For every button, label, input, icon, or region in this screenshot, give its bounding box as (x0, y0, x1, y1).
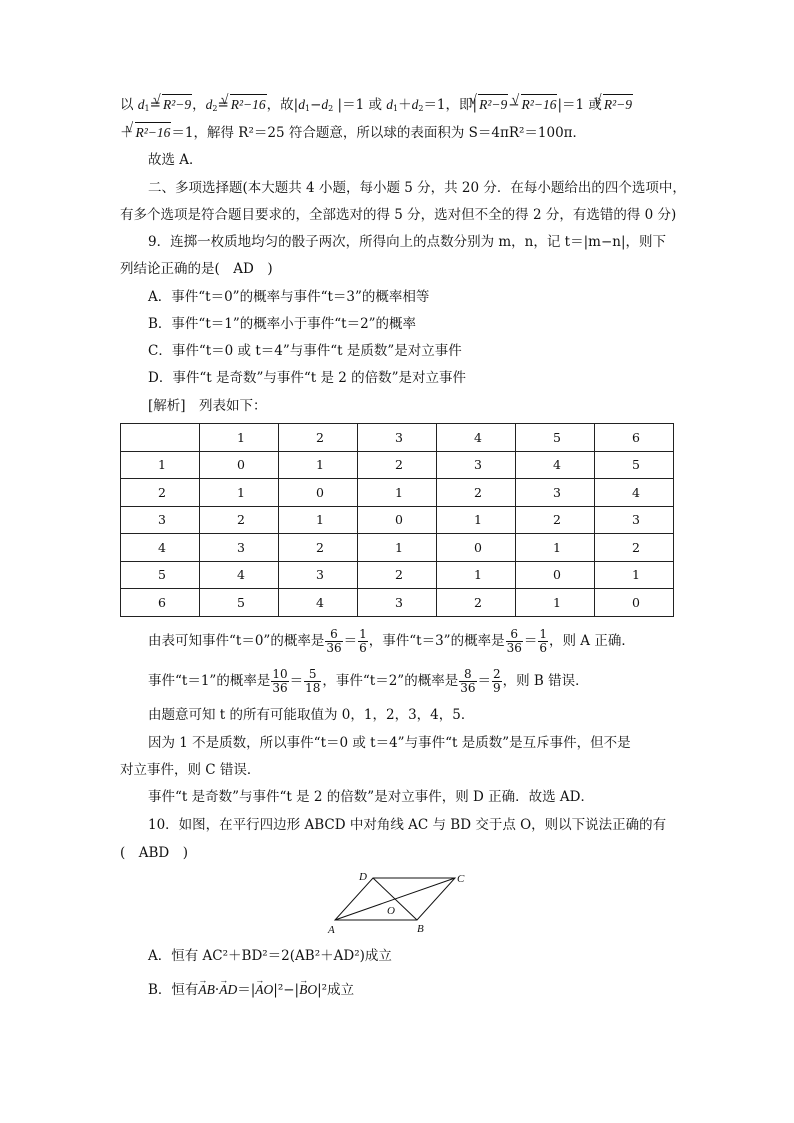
table-cell: 1 (516, 589, 595, 617)
q10-stem-cont: ( ABD ) (120, 845, 189, 861)
q9-stem-cont: 列结论正确的是( AD ) (120, 261, 273, 277)
table-cell: 1 (279, 451, 358, 479)
text: ＝ (289, 673, 304, 689)
text: d (137, 97, 145, 112)
table-row (121, 479, 674, 507)
table-cell (121, 424, 200, 452)
q9-stem: 9．连掷一枚质地均匀的骰子两次，所得向上的点数分别为 m，n，记 t＝|m−n|，则下 (148, 234, 666, 250)
text: ＝ (343, 633, 358, 649)
radical: √ R²−16 (135, 122, 172, 143)
q10-option-b (148, 980, 354, 1000)
table-cell: 5 (516, 424, 595, 452)
q9-solution-1 (148, 627, 635, 655)
table-cell: 1 (121, 451, 200, 479)
table-cell: 1 (437, 561, 516, 589)
intro-line-2 (120, 122, 586, 143)
table-cell: 3 (358, 424, 437, 452)
q9-solution-4: 因为 1 不是质数，所以事件“t＝0 或 t＝4”与事件“t 是质数”是互斥事件，但不是 (148, 735, 631, 751)
table-cell: 1 (516, 534, 595, 562)
table-cell: 3 (358, 589, 437, 617)
text: ＝ (523, 633, 538, 649)
text: |²−| (273, 982, 300, 998)
table-cell: 3 (121, 506, 200, 534)
table-cell: 3 (437, 451, 516, 479)
text: ，则 A 正确． (549, 633, 635, 649)
fraction: $\frac{2}{9}$ (493, 667, 501, 695)
text: 以 (120, 97, 138, 113)
text: ，事件“t＝2”的概率是 (322, 673, 459, 689)
table-cell: 2 (200, 506, 279, 534)
radical: √ R²−9 (603, 94, 633, 115)
q10-option-a: A．恒有 AC²＋BD²＝2(AB²＋AD²)成立 (148, 948, 392, 964)
q9-solution-5: 事件“t 是奇数”与事件“t 是 2 的倍数”是对立事件，则 D 正确．故选 AD． (148, 789, 594, 805)
vector: AO → (255, 980, 273, 1000)
table-cell: 4 (437, 424, 516, 452)
table-cell: 2 (279, 424, 358, 452)
fraction: $\frac{1}{6}$ (359, 627, 367, 655)
text: ＝1，解得 R²＝25 符合题意，所以球的表面积为 S＝4πR²＝100π． (171, 125, 587, 141)
q9-option-d: D．事件“t 是奇数”与事件“t 是 2 的倍数”是对立事件 (148, 370, 467, 386)
text: ，则 B 错误． (502, 673, 589, 689)
fraction: $\frac{6}{36}$ (326, 627, 342, 655)
table-row (121, 451, 674, 479)
vertex-label-c: C (457, 873, 465, 885)
table-cell: 2 (358, 451, 437, 479)
text: ＝ (477, 673, 491, 689)
table-cell: 4 (200, 561, 279, 589)
table-cell: 3 (200, 534, 279, 562)
fraction: $\frac{10}{36}$ (272, 667, 288, 695)
text: 由表可知事件“t＝0”的概率是 (148, 633, 325, 649)
table-cell: 1 (358, 479, 437, 507)
q9-solution-2 (148, 667, 589, 695)
text: d (205, 97, 213, 112)
text: − (508, 97, 520, 113)
table-cell: 2 (121, 479, 200, 507)
table-cell: 2 (595, 534, 674, 562)
table-cell: 1 (437, 506, 516, 534)
fraction: $\frac{1}{6}$ (539, 627, 547, 655)
table-cell: 5 (595, 451, 674, 479)
q9-solution-4-cont: 对立事件，则 C 错误． (120, 762, 261, 778)
q9-option-b: B．事件“t＝1”的概率小于事件“t＝2”的概率 (148, 316, 417, 332)
text: 事件“t＝1”的概率是 (148, 673, 271, 689)
radical: √ R²−9 (162, 94, 192, 115)
table-cell: 0 (279, 479, 358, 507)
table-cell: 0 (200, 451, 279, 479)
fraction: $\frac{8}{36}$ (460, 667, 476, 695)
table-cell: 4 (595, 479, 674, 507)
radical: √ R²−16 (521, 94, 558, 115)
section-title-cont: 有多个选项是符合题目要求的，全部选对的得 5 分，选对但不全的得 2 分，有选错的得 0 分) (120, 207, 677, 223)
text: ＝1，即| (423, 97, 478, 113)
table-header-row (121, 424, 674, 452)
text: = (217, 97, 229, 113)
text: |＝1 或 (557, 97, 602, 113)
difference-table (120, 423, 674, 617)
q10-stem: 10．如图，在平行四边形 ABCD 中对角线 AC 与 BD 交于点 O，则以下说法正确的有 (148, 817, 667, 833)
table-cell: 2 (279, 534, 358, 562)
vector: AD → (219, 980, 237, 1000)
table-row (121, 561, 674, 589)
table-cell: 6 (595, 424, 674, 452)
table-cell: 4 (121, 534, 200, 562)
text: |²成立 (317, 982, 355, 998)
q9-option-c: C．事件“t＝0 或 t＝4”与事件“t 是质数”是对立事件 (148, 343, 462, 359)
section-title: 二、多项选择题(本大题共 4 小题，每小题 5 分，共 20 分．在每小题给出的四个选项中， (148, 180, 686, 196)
text: · (214, 982, 220, 998)
table-row (121, 534, 674, 562)
text: ，事件“t＝3”的概率是 (368, 633, 505, 649)
fraction: $\frac{6}{36}$ (506, 627, 522, 655)
table-cell: 0 (437, 534, 516, 562)
table-row (121, 589, 674, 617)
radical: √ R²−9 (478, 94, 508, 115)
text: = (149, 97, 161, 113)
table-cell: 4 (279, 589, 358, 617)
table-cell: 2 (358, 561, 437, 589)
table-cell: 4 (516, 451, 595, 479)
table-cell: 5 (200, 589, 279, 617)
table-cell: 2 (437, 589, 516, 617)
table-cell: 3 (279, 561, 358, 589)
text: |＝1 或 (333, 97, 387, 113)
vertex-label-b: B (417, 923, 424, 935)
table-cell: 0 (595, 589, 674, 617)
intro-line-1: 以 $d_1=√$ R²−9，$d_2=√$ R²−16，故$|d_1-d_2$ |＝1 或 $d_1+d_2=1$，即|√ R²−9−√ R²−16|＝1 或√ R²−9 (120, 94, 633, 119)
text: ＝| (237, 982, 256, 998)
vertex-label-d: D (359, 871, 367, 883)
q9-analysis-label: [解析] 列表如下： (148, 398, 267, 414)
table-cell: 2 (516, 506, 595, 534)
text: ，故| (266, 97, 299, 113)
table-cell: 1 (279, 506, 358, 534)
table-cell: 6 (121, 589, 200, 617)
point-label-o: O (387, 905, 395, 917)
fraction: $\frac{5}{18}$ (305, 667, 321, 695)
table-cell: 1 (595, 561, 674, 589)
vector: BO → (299, 980, 317, 1000)
parallelogram-figure (325, 866, 475, 938)
table-cell: 1 (200, 424, 279, 452)
table-cell: 3 (595, 506, 674, 534)
table-cell: 3 (516, 479, 595, 507)
table-cell: 0 (516, 561, 595, 589)
radical: √ R²−16 (230, 94, 267, 115)
table-cell: 1 (358, 534, 437, 562)
vertex-label-a: A (328, 924, 335, 936)
vector: AB → (198, 980, 215, 1000)
table-cell: 1 (200, 479, 279, 507)
table-cell: 2 (437, 479, 516, 507)
q9-option-a: A．事件“t＝0”的概率与事件“t＝3”的概率相等 (148, 289, 430, 305)
q9-solution-3: 由题意可知 t 的所有可能取值为 0，1，2，3，4，5． (148, 707, 475, 723)
table-cell: 0 (358, 506, 437, 534)
text: ， (192, 97, 206, 113)
intro-line-3: 故选 A． (148, 152, 203, 168)
table-row (121, 506, 674, 534)
text: ＋ (120, 125, 134, 141)
table-cell: 5 (121, 561, 200, 589)
text: B．恒有 (148, 982, 199, 998)
diagonal-bd (373, 878, 417, 920)
